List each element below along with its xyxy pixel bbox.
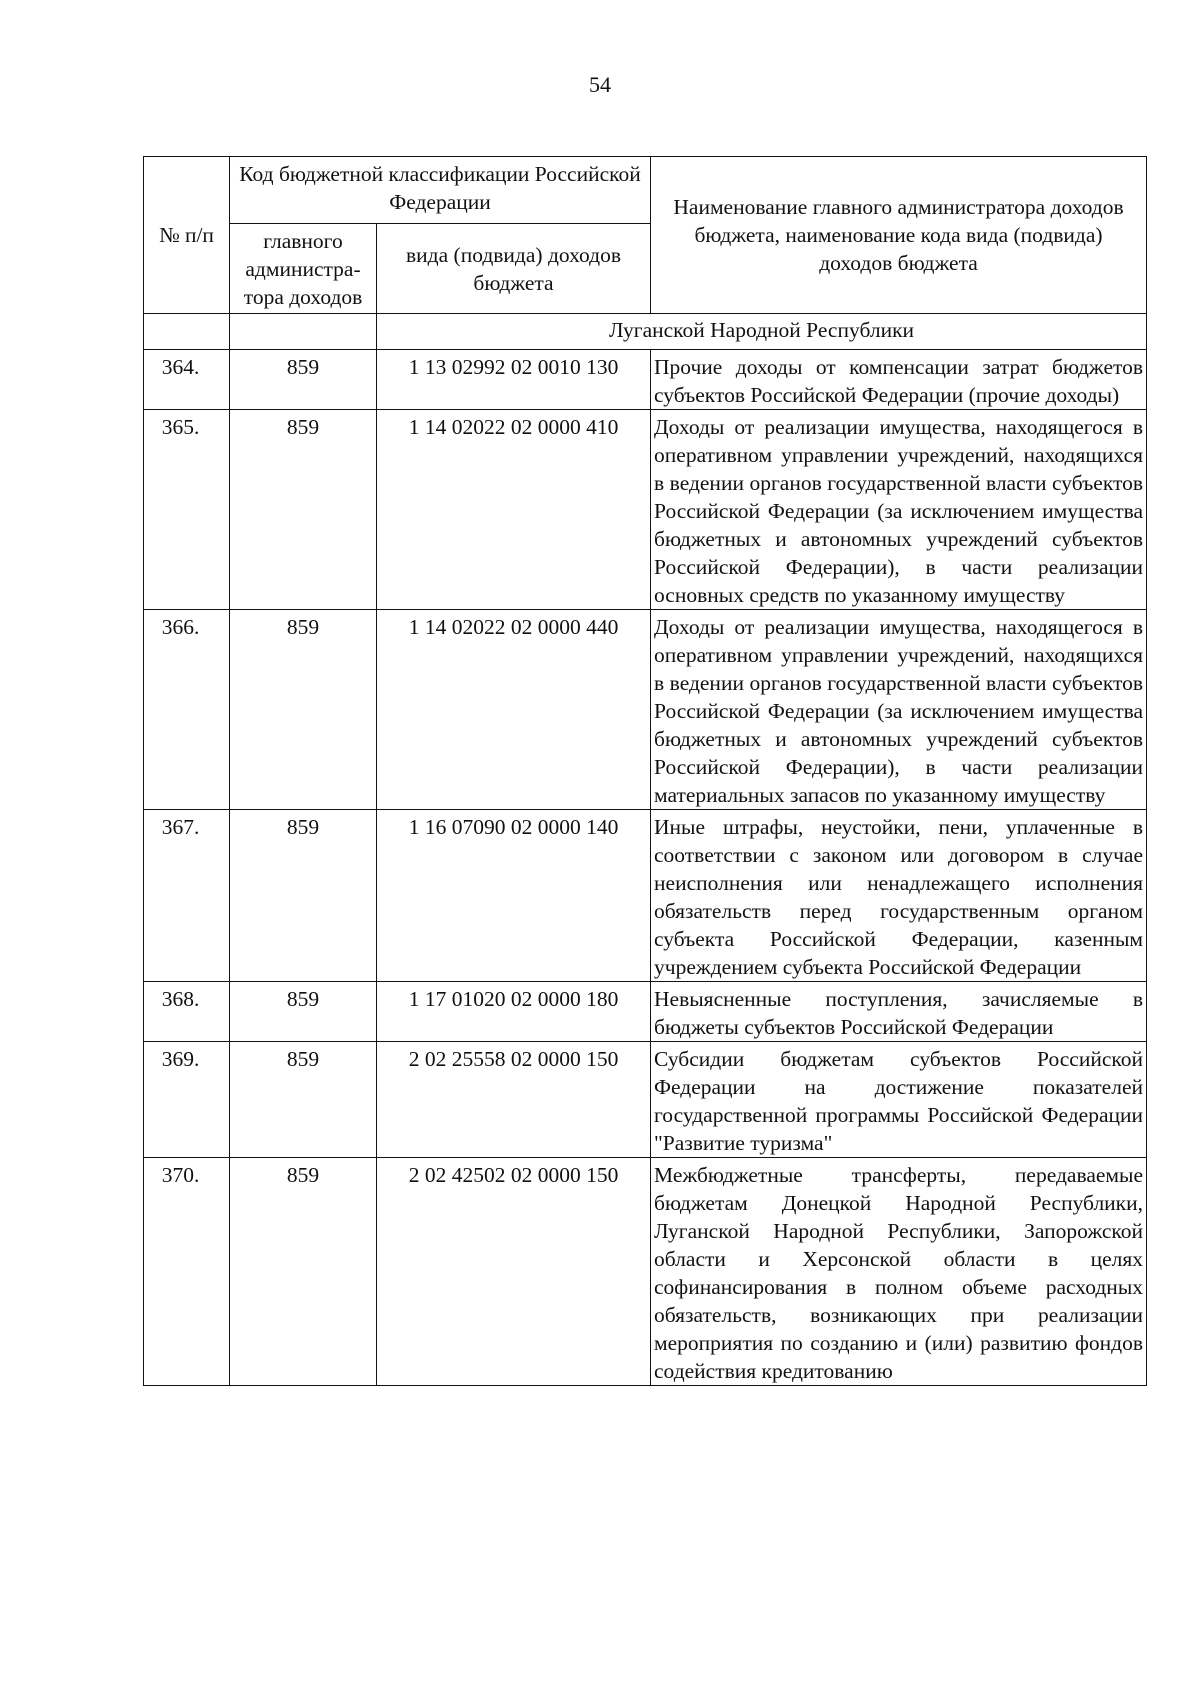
table-row: [144, 610, 1147, 810]
page-number: 54: [589, 72, 611, 97]
table-row: [144, 350, 1147, 410]
table-row: [144, 410, 1147, 610]
row-admin-code: 859: [230, 1158, 377, 1386]
header-admin: главного администра-тора доходов: [230, 224, 377, 314]
table-row: [144, 982, 1147, 1042]
row-description: Межбюджетные трансферты, передаваемые бюджетам Донецкой Народной Республики, Луганской Народной Республики, Запорожской области и Херсонской области в целях софинансирования в полном объеме расходных обязательств, возникающих при реализации мероприятия по созданию и (или) развитию фондов содействия кредитованию: [651, 1158, 1147, 1386]
row-description: Доходы от реализации имущества, находящегося в оперативном управлении учреждений, находящихся в ведении органов государственной власти субъектов Российской Федерации (за исключением имущества бюджетных и автономных учреждений субъектов Российской Федерации), в части реализации материальных запасов по указанному имуществу: [651, 610, 1147, 810]
section-empty-cell: [144, 314, 230, 350]
row-description: Иные штрафы, неустойки, пени, уплаченные в соответствии с законом или договором в случае неисполнения или ненадлежащего исполнения обязательств перед государственным органом субъекта Российской Федерации, казенным учреждением субъекта Российской Федерации: [651, 810, 1147, 982]
section-title: Луганской Народной Республики: [377, 314, 1147, 350]
table-row: [144, 810, 1147, 982]
row-income-code: 1 17 01020 02 0000 180: [377, 982, 651, 1042]
row-admin-code: 859: [230, 610, 377, 810]
row-number: 368.: [144, 982, 230, 1042]
table-header: [144, 157, 1147, 314]
header-name: Наименование главного администратора доходов бюджета, наименование кода вида (подвида) доходов бюджета: [651, 157, 1147, 314]
table-row: [144, 1042, 1147, 1158]
row-description: Невыясненные поступления, зачисляемые в бюджеты субъектов Российской Федерации: [651, 982, 1147, 1042]
row-description: Доходы от реализации имущества, находящегося в оперативном управлении учреждений, находящихся в ведении органов государственной власти субъектов Российской Федерации (за исключением имущества бюджетных и автономных учреждений субъектов Российской Федерации), в части реализации основных средств по указанному имуществу: [651, 410, 1147, 610]
row-income-code: 2 02 25558 02 0000 150: [377, 1042, 651, 1158]
row-income-code: 1 14 02022 02 0000 410: [377, 410, 651, 610]
header-num: № п/п: [144, 157, 230, 314]
row-number: 364.: [144, 350, 230, 410]
row-number: 366.: [144, 610, 230, 810]
row-income-code: 1 13 02992 02 0010 130: [377, 350, 651, 410]
row-admin-code: 859: [230, 810, 377, 982]
row-admin-code: 859: [230, 350, 377, 410]
row-number: 369.: [144, 1042, 230, 1158]
row-description: Субсидии бюджетам субъектов Российской Федерации на достижение показателей государственной программы Российской Федерации "Развитие туризма": [651, 1042, 1147, 1158]
table-body: [144, 314, 1147, 1386]
section-empty-cell: [230, 314, 377, 350]
section-row: [144, 314, 1147, 350]
row-description: Прочие доходы от компенсации затрат бюджетов субъектов Российской Федерации (прочие доходы): [651, 350, 1147, 410]
row-admin-code: 859: [230, 410, 377, 610]
header-code-group: Код бюджетной классификации Российской Федерации: [230, 157, 651, 224]
table-row: [144, 1158, 1147, 1386]
row-income-code: 1 14 02022 02 0000 440: [377, 610, 651, 810]
row-number: 365.: [144, 410, 230, 610]
row-admin-code: 859: [230, 982, 377, 1042]
header-kind: вида (подвида) доходов бюджета: [377, 224, 651, 314]
row-income-code: 2 02 42502 02 0000 150: [377, 1158, 651, 1386]
budget-classification-table: [143, 156, 1147, 1386]
row-income-code: 1 16 07090 02 0000 140: [377, 810, 651, 982]
row-number: 370.: [144, 1158, 230, 1386]
row-number: 367.: [144, 810, 230, 982]
row-admin-code: 859: [230, 1042, 377, 1158]
